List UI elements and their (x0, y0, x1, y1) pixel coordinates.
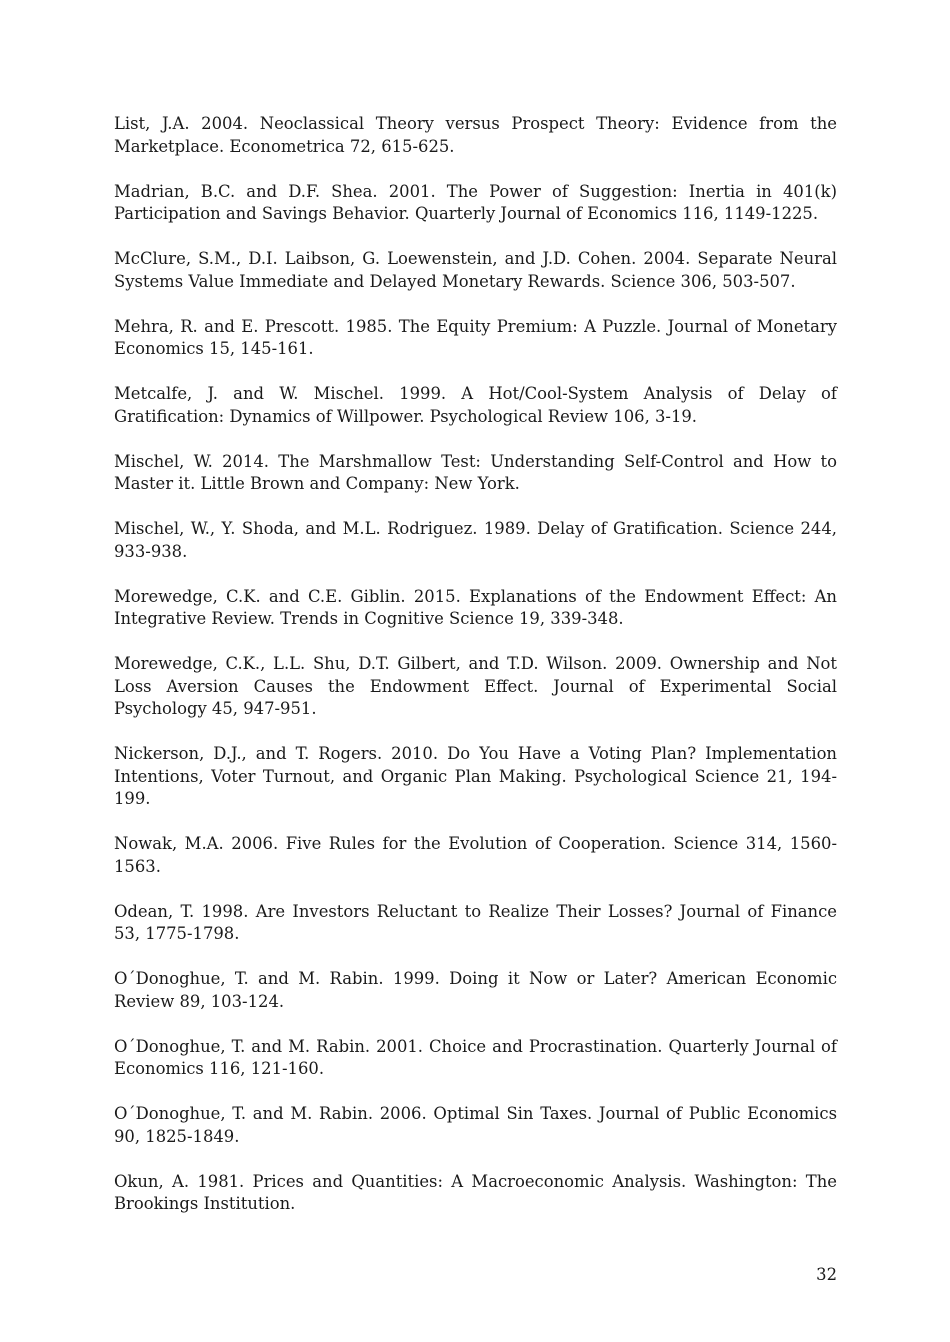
reference-entry: O´Donoghue, T. and M. Rabin. 2006. Optimal Sin Taxes. Journal of Public Economics 90, 1825-1849. (114, 1104, 837, 1146)
reference-entry: Mehra, R. and E. Prescott. 1985. The Equity Premium: A Puzzle. Journal of Monetary Economics 15, 145-161. (114, 316, 837, 358)
reference-list (114, 113, 837, 1238)
reference-entry: O´Donoghue, T. and M. Rabin. 1999. Doing it Now or Later? American Economic Review 89, 103-124. (114, 969, 837, 1011)
reference-entry: Morewedge, C.K. and C.E. Giblin. 2015. Explanations of the Endowment Effect: An Integrative Review. Trends in Cognitive Science 19, 339-348. (114, 586, 837, 628)
page-number: 32 (816, 1265, 837, 1284)
reference-entry: Madrian, B.C. and D.F. Shea. 2001. The Power of Suggestion: Inertia in 401(k) Participation and Savings Behavior. Quarterly Journal of Economics 116, 1149-1225. (114, 181, 837, 223)
reference-entry: McClure, S.M., D.I. Laibson, G. Loewenstein, and J.D. Cohen. 2004. Separate Neural Systems Value Immediate and Delayed Monetary Rewards. Science 306, 503-507. (114, 249, 837, 291)
reference-entry: Okun, A. 1981. Prices and Quantities: A Macroeconomic Analysis. Washington: The Brookings Institution. (114, 1171, 837, 1213)
reference-entry: Morewedge, C.K., L.L. Shu, D.T. Gilbert, and T.D. Wilson. 2009. Ownership and Not Loss Aversion Causes the Endowment Effect. Journal of Experimental Social Psychology 45, 947-951. (114, 654, 837, 718)
reference-entry: List, J.A. 2004. Neoclassical Theory versus Prospect Theory: Evidence from the Marketplace. Econometrica 72, 615-625. (114, 114, 837, 156)
reference-entry: Mischel, W., Y. Shoda, and M.L. Rodriguez. 1989. Delay of Gratification. Science 244, 933-938. (114, 519, 837, 561)
reference-entry: Mischel, W. 2014. The Marshmallow Test: Understanding Self-Control and How to Master it. Little Brown and Company: New York. (114, 451, 837, 493)
reference-entry: Nickerson, D.J., and T. Rogers. 2010. Do You Have a Voting Plan? Implementation Intentions, Voter Turnout, and Organic Plan Making. Psychological Science 21, 194-199. (114, 744, 837, 808)
reference-entry: Odean, T. 1998. Are Investors Reluctant to Realize Their Losses? Journal of Finance 53, 1775-1798. (114, 901, 837, 943)
reference-entry: O´Donoghue, T. and M. Rabin. 2001. Choice and Procrastination. Quarterly Journal of Economics 116, 121-160. (114, 1036, 837, 1078)
reference-entry: Metcalfe, J. and W. Mischel. 1999. A Hot/Cool-System Analysis of Delay of Gratification: Dynamics of Willpower. Psychological Review 106, 3-19. (114, 384, 837, 426)
reference-entry: Nowak, M.A. 2006. Five Rules for the Evolution of Cooperation. Science 314, 1560-1563. (114, 834, 837, 876)
